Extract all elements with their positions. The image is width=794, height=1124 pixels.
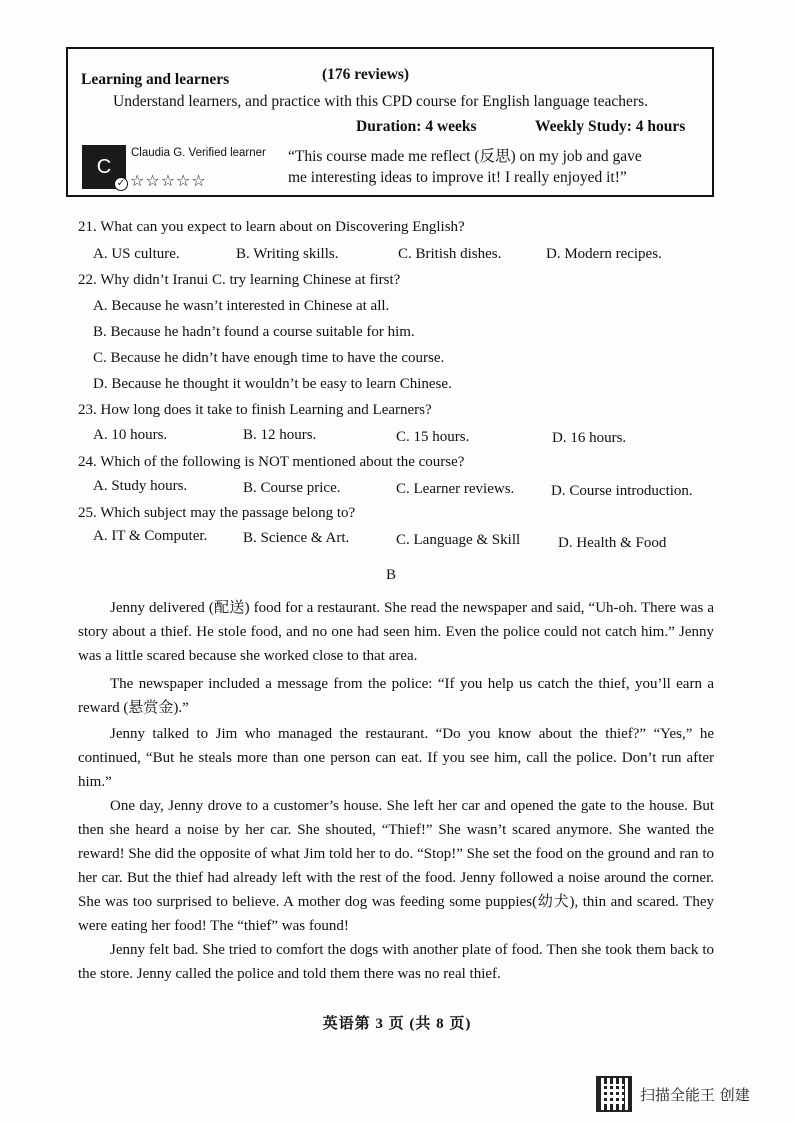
scanner-watermark: 扫描全能王 创建: [640, 1086, 750, 1104]
passage-paragraph-3: Jenny talked to Jim who managed the restaurant. “Do you know about the thief?” “Yes,” he continued, “But he steals more than one person can eat. If you see him, call the police. Don’t run after him.”: [78, 726, 714, 790]
question-23-option-a: A. 10 hours.: [93, 427, 168, 443]
question-23-option-b: B. 12 hours.: [243, 427, 317, 443]
question-22-option-d: D. Because he thought it wouldn’t be easy to learn Chinese.: [93, 376, 452, 392]
question-23: 23. How long does it take to finish Learning and Learners?: [78, 402, 432, 418]
question-24-option-c: C. Learner reviews.: [396, 481, 515, 497]
avatar: C: [82, 145, 126, 189]
review-count: (176 reviews): [322, 66, 410, 83]
star-rating: ☆☆☆☆☆: [130, 171, 207, 190]
course-title: Learning and learners: [81, 71, 230, 88]
question-22-option-a: A. Because he wasn’t interested in Chinese at all.: [93, 298, 390, 314]
review-quote-line-1: “This course made me reflect (反思) on my job and gave: [288, 148, 642, 165]
question-24: 24. Which of the following is NOT mentioned about the course?: [78, 454, 465, 470]
passage-paragraph-4: One day, Jenny drove to a customer’s house. She left her car and opened the gate to the house. But then she heard a noise by her car. She shouted, “Thief!” She wasn’t scared anymore. She wanted the reward! She did the opposite of what Jim told her to do. “Stop!” She set the food on the ground and ran to her car. But the thief had already left with the rest of the food. Jenny followed a noise around the corner. She was too surprised to believe. A mother dog was feeding some puppies(幼犬), thin and scared. They were eating her food! The “thief” was found!: [78, 798, 714, 934]
question-21: 21. What can you expect to learn about on Discovering English?: [78, 219, 465, 235]
question-22-option-b: B. Because he hadn’t found a course suitable for him.: [93, 324, 415, 340]
course-duration: Duration: 4 weeks: [356, 118, 477, 135]
question-22: 22. Why didn’t Iranui C. try learning Chinese at first?: [78, 272, 401, 288]
section-b-heading: B: [386, 567, 397, 583]
course-description: Understand learners, and practice with this CPD course for English language teachers.: [113, 93, 649, 110]
question-23-option-c: C. 15 hours.: [396, 429, 470, 445]
question-22-option-c: C. Because he didn’t have enough time to have the course.: [93, 350, 445, 366]
question-24-option-a: A. Study hours.: [93, 478, 188, 494]
question-24-option-b: B. Course price.: [243, 480, 341, 496]
passage-paragraph-1: Jenny delivered (配送) food for a restaurant. She read the newspaper and said, “Uh-oh. There was a story about a thief. He stole food, and no one had seen him. Even the police could not catch him.” Jenny was a little scared because she worked close to that area.: [78, 600, 714, 664]
question-24-option-d: D. Course introduction.: [551, 483, 693, 499]
question-25-option-a: A. IT & Computer.: [93, 528, 208, 544]
question-21-option-d: D. Modern recipes.: [546, 246, 662, 262]
question-21-option-c: C. British dishes.: [398, 246, 502, 262]
weekly-study: Weekly Study: 4 hours: [535, 118, 686, 135]
question-21-option-b: B. Writing skills.: [236, 246, 339, 262]
passage-paragraph-5: Jenny felt bad. She tried to comfort the dogs with another plate of food. Then she took them back to the store. Jenny called the police and told them there was no real thief.: [78, 942, 714, 982]
passage-paragraph-2: The newspaper included a message from the police: “If you help us catch the thief, you’ll earn a reward (悬赏金).”: [78, 676, 714, 716]
question-23-option-d: D. 16 hours.: [552, 430, 627, 446]
review-quote-line-2: me interesting ideas to improve it! I really enjoyed it!”: [288, 169, 627, 186]
question-25-option-d: D. Health & Food: [558, 535, 667, 551]
qr-code-icon: [596, 1076, 632, 1112]
question-25-option-b: B. Science & Art.: [243, 530, 350, 546]
question-21-option-a: A. US culture.: [93, 246, 180, 262]
verified-check-icon: ✓: [114, 177, 128, 191]
course-info-box: [66, 47, 714, 197]
page-footer: 英语第 3 页 (共 8 页): [322, 1016, 472, 1032]
question-25: 25. Which subject may the passage belong to?: [78, 505, 356, 521]
question-25-option-c: C. Language & Skill: [396, 532, 521, 548]
reviewer-name: Claudia G. Verified learner: [131, 147, 266, 159]
